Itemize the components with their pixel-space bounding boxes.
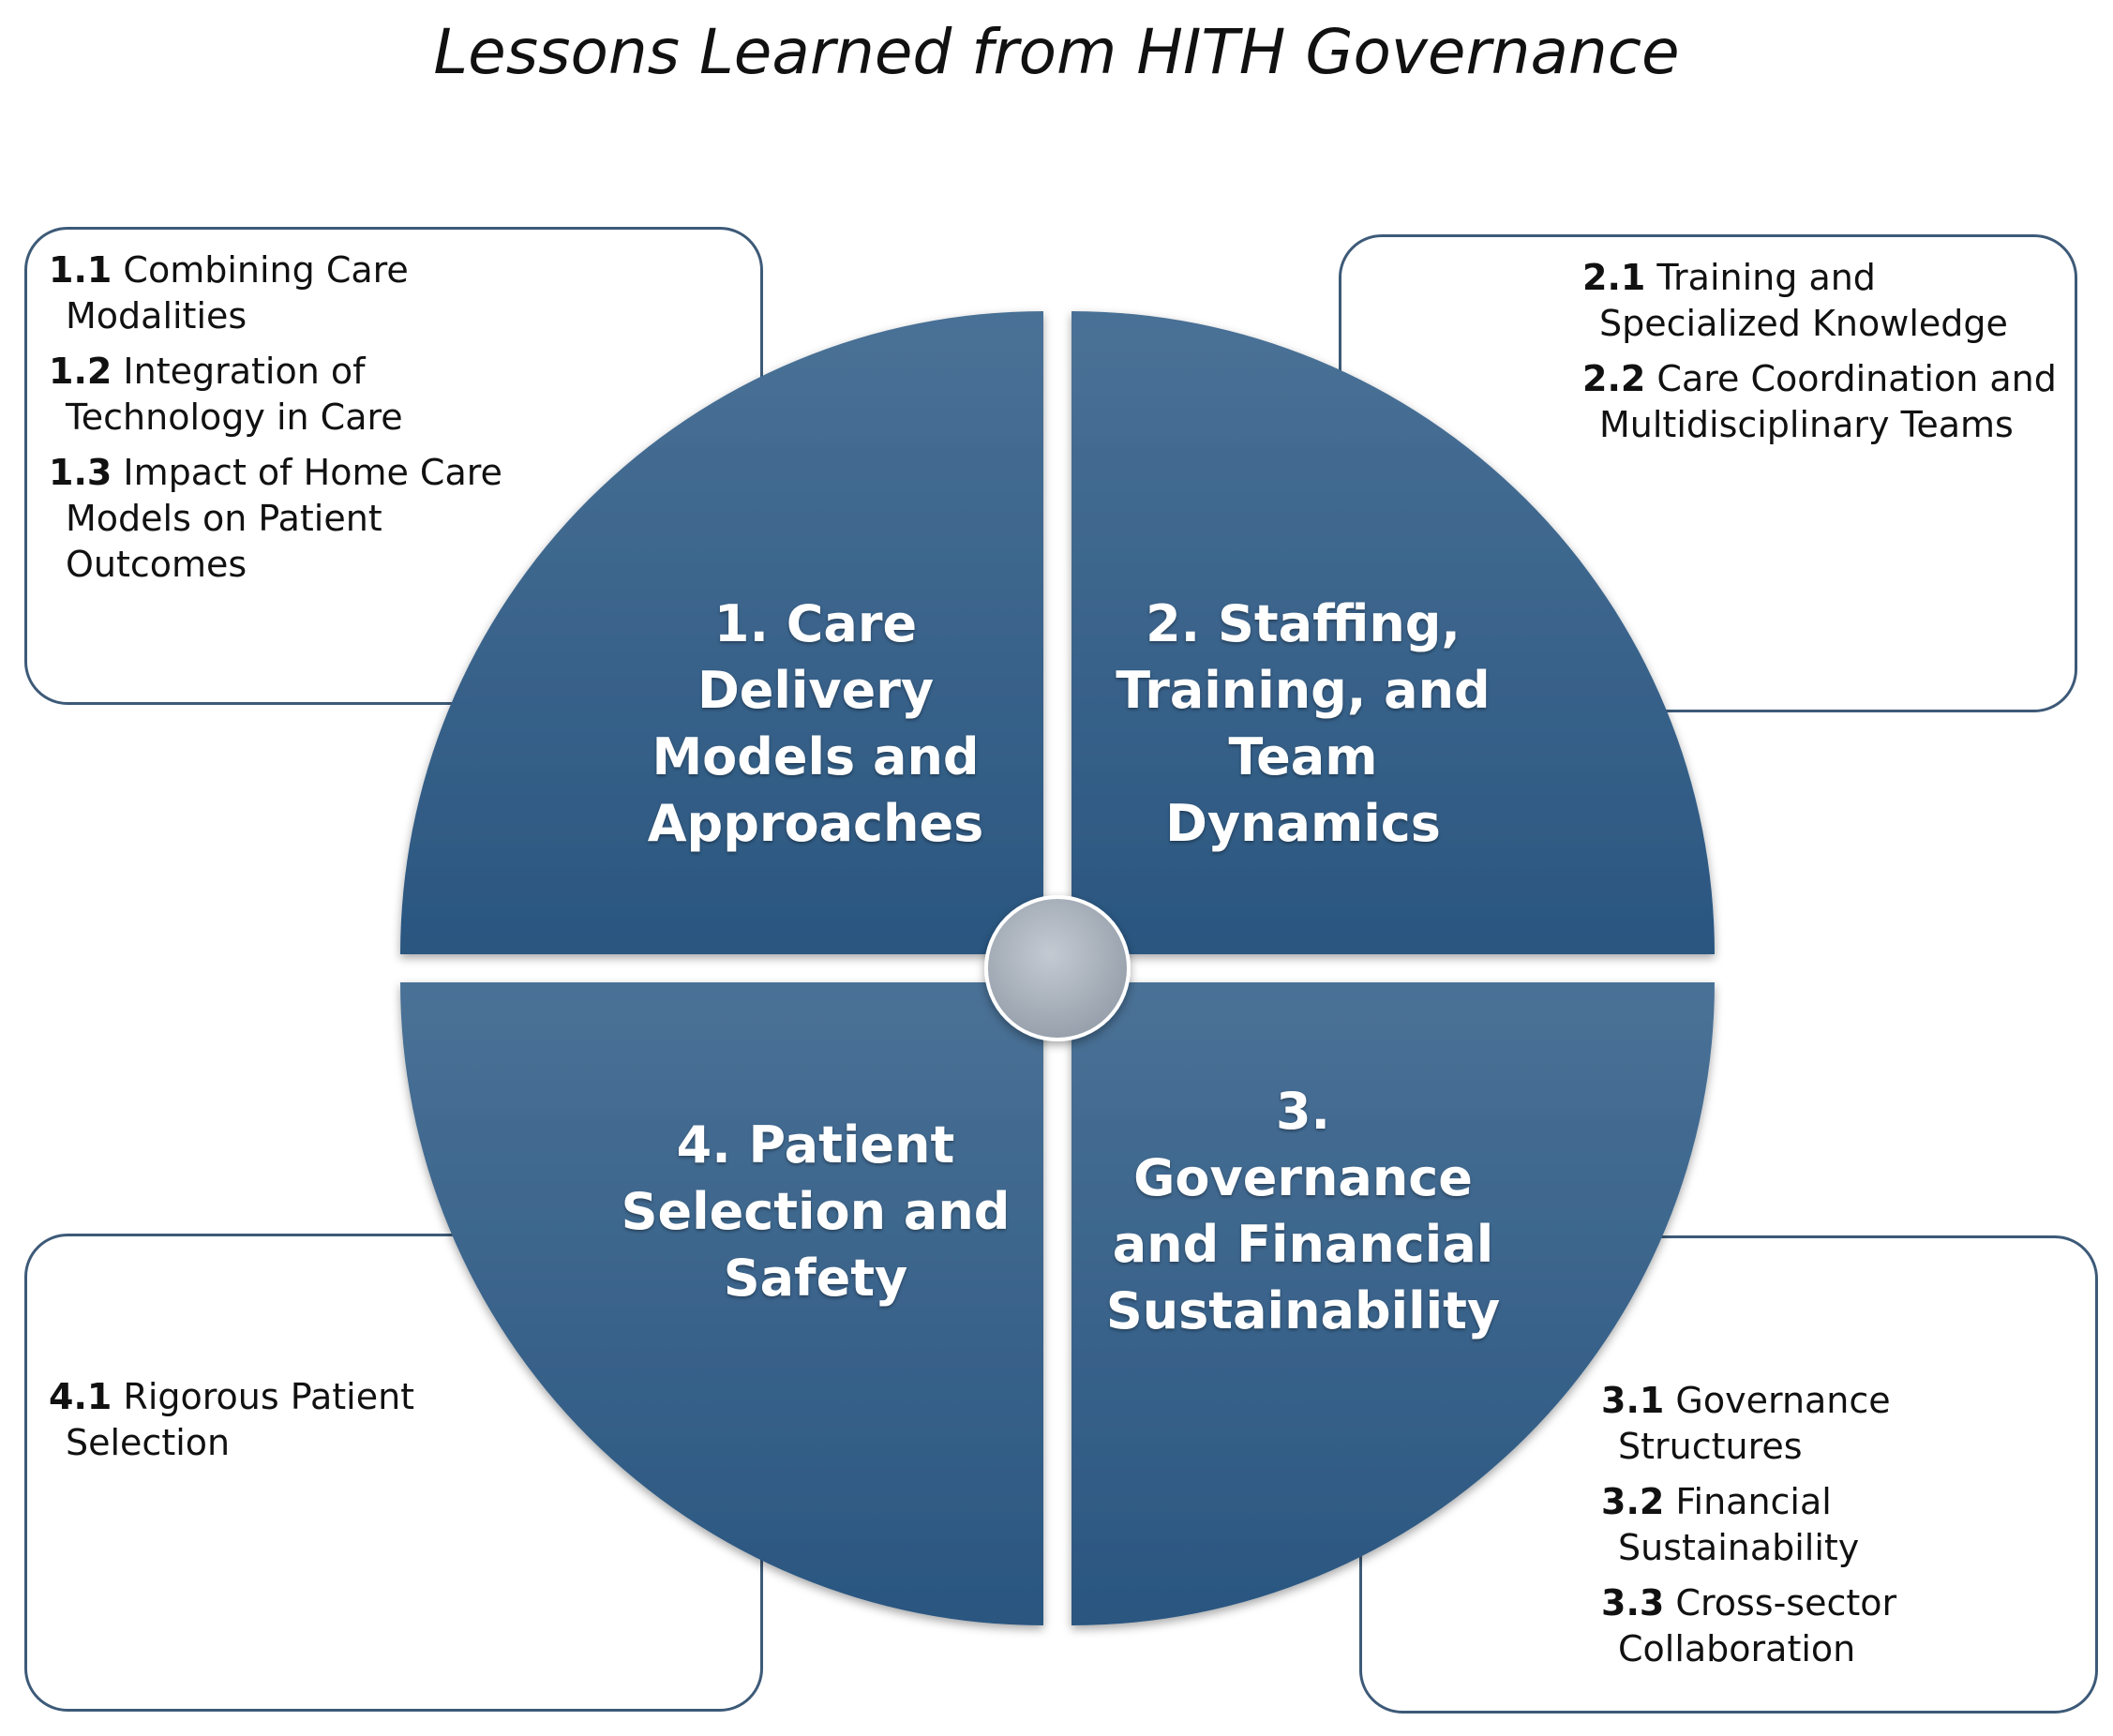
quadrant-label-line: Sustainability	[1105, 1281, 1501, 1340]
item-list-governance	[1601, 1378, 2070, 1682]
list-item: 2.1 Training and Specialized Knowledge	[1582, 257, 2008, 344]
list-item: 1.1 Combining Care Modalities	[49, 249, 409, 337]
quadrant-label-line: Team	[1228, 727, 1378, 786]
quadrant-label-patient-selection	[600, 1112, 1031, 1311]
item-list-staffing	[1582, 255, 2070, 457]
list-item: 1.3 Impact of Home Care Models on Patient Outcomes	[49, 452, 502, 585]
quadrant-label-line: 3.	[1275, 1082, 1331, 1141]
quadrant-label-line: Safety	[723, 1249, 908, 1308]
center-hub	[986, 897, 1129, 1040]
item-list-patient-selection	[49, 1374, 517, 1475]
list-item: 4.1 Rigorous Patient Selection	[49, 1376, 415, 1463]
list-item: 1.2 Integration of Technology in Care	[49, 351, 403, 438]
quadrant-label-line: Governance	[1133, 1148, 1473, 1207]
quadrant-label-staffing	[1106, 591, 1500, 857]
quadrant-label-line: and Financial	[1112, 1215, 1494, 1274]
quadrant-label-line: Delivery	[697, 661, 935, 720]
quadrant-label-line: Approaches	[647, 794, 984, 853]
list-item: 3.2 Financial Sustainability	[1601, 1481, 1860, 1568]
quadrant-label-governance	[1087, 1078, 1519, 1344]
quadrant-label-line: Models and	[652, 727, 980, 786]
item-list-care-delivery	[49, 247, 574, 597]
list-item: 3.3 Cross-sector Collaboration	[1601, 1582, 1897, 1669]
list-item: 2.2 Care Coordination and Multidisciplinary Teams	[1582, 358, 2057, 445]
quadrant-label-care-delivery	[619, 591, 1012, 857]
quadrant-label-line: Dynamics	[1165, 794, 1441, 853]
quadrant-label-line: 4. Patient	[676, 1115, 955, 1175]
quadrant-label-line: 2. Staffing,	[1146, 594, 1461, 653]
quadrant-label-line: Training, and	[1116, 661, 1491, 720]
quadrant-label-line: 1. Care	[713, 594, 918, 653]
diagram-title: Lessons Learned from HITH Governance	[433, 16, 1680, 88]
quadrant-label-line: Selection and	[621, 1182, 1011, 1241]
list-item: 3.1 Governance Structures	[1601, 1380, 1891, 1467]
